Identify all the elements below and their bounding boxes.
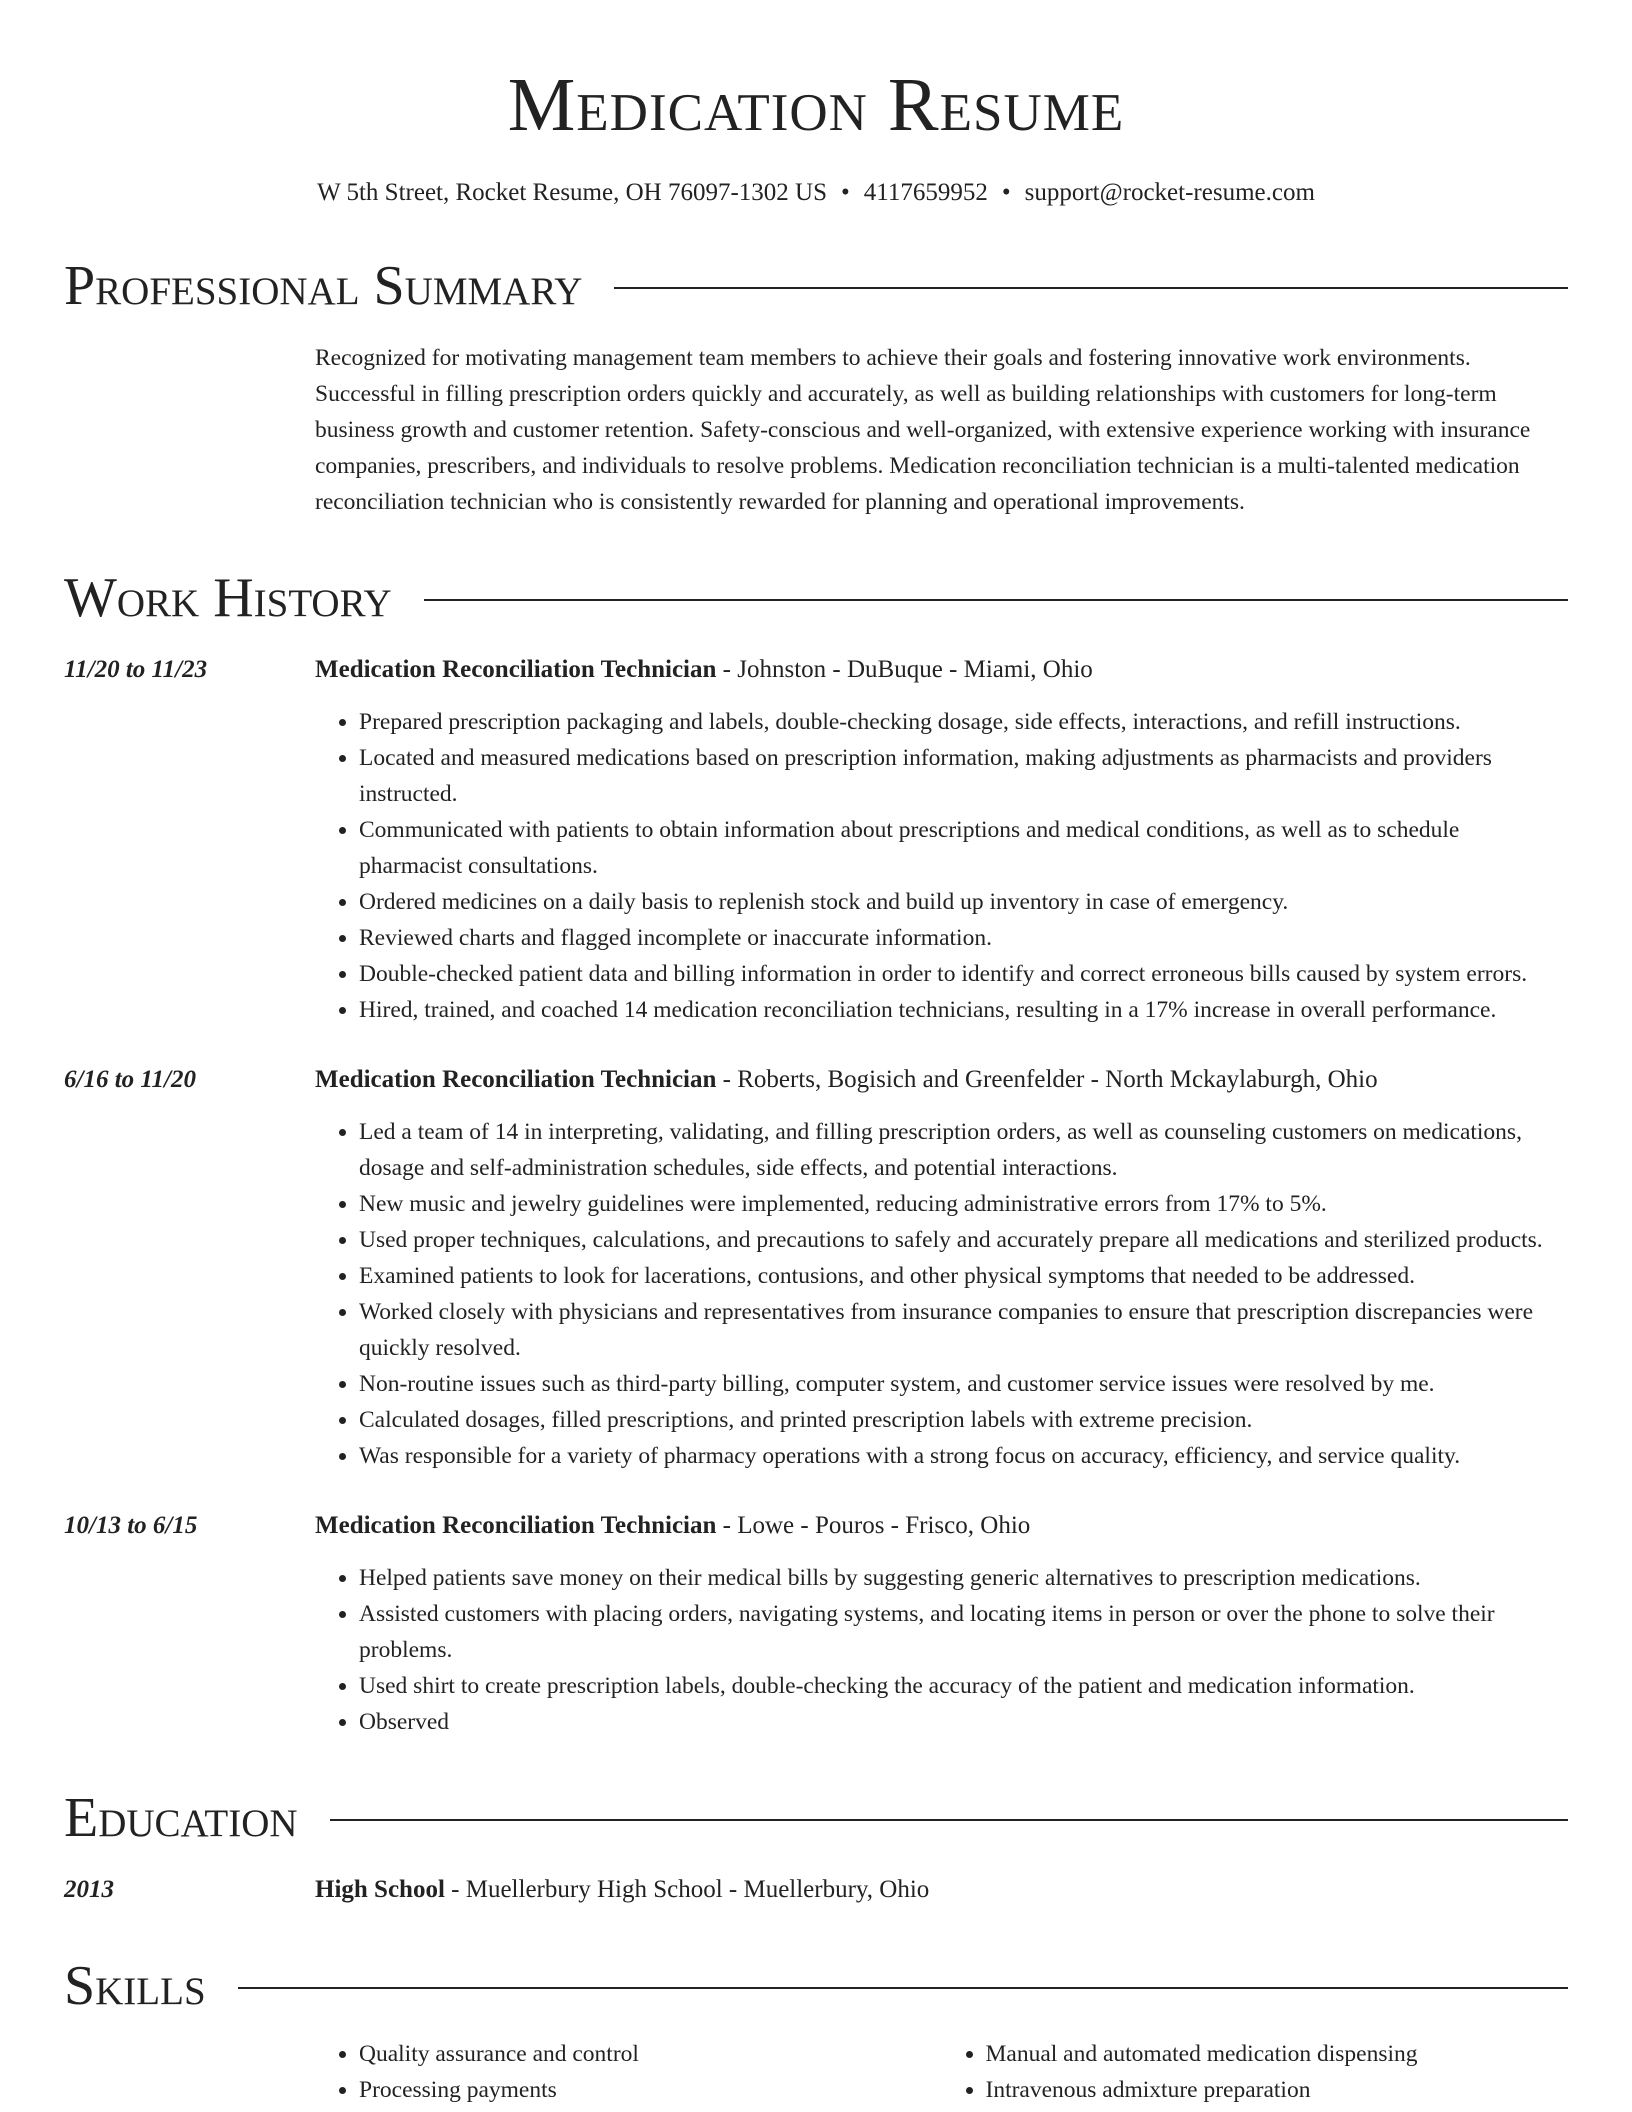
- summary-section-header: [64, 254, 1568, 318]
- section-divider: [614, 287, 1568, 289]
- job-title-line: [315, 1062, 1568, 1098]
- job-bullet: • Hired, trained, and coached 14 medication reconciliation technicians, resulting in a 17% increase in overall performance.: [359, 992, 1568, 1028]
- skills-heading: Skills: [64, 1955, 206, 2017]
- job-dates: 10/13 to 6/15: [64, 1512, 198, 1539]
- job-title: Medication Reconciliation Technician: [315, 656, 717, 683]
- skills-column-left: [315, 2036, 942, 2108]
- skills-column-right: [942, 2036, 1569, 2108]
- job-bullet: • Assisted customers with placing orders, navigating systems, and locating items in person or over the phone to solve their problems.: [359, 1596, 1568, 1668]
- resume-page: [64, 0, 1568, 2108]
- contact-phone: 4117659952: [863, 179, 988, 206]
- skill-item: • Intravenous admixture preparation: [986, 2072, 1569, 2108]
- education-entry: [64, 1872, 1568, 1908]
- job-bullet: • Double-checked patient data and billing information in order to identify and correct erroneous bills caused by system errors.: [359, 956, 1568, 992]
- contact-separator: •: [1001, 179, 1011, 206]
- job-bullet: • Observed: [359, 1704, 1568, 1740]
- job-org: - Johnston - DuBuque - Miami, Ohio: [716, 656, 1093, 683]
- summary-heading: Professional Summary: [64, 255, 583, 317]
- job-bullet: • Ordered medicines on a daily basis to replenish stock and build up inventory in case of emergency.: [359, 884, 1568, 920]
- job-org: - Lowe - Pouros - Frisco, Ohio: [716, 1512, 1031, 1539]
- job-dates: 6/16 to 11/20: [64, 1066, 196, 1093]
- job-entry: [64, 1062, 1568, 1474]
- job-dates: 11/20 to 11/23: [64, 656, 208, 683]
- job-bullet: • Used shirt to create prescription labels, double-checking the accuracy of the patient and medication information.: [359, 1668, 1568, 1704]
- resume-name: Medication Resume: [507, 63, 1125, 147]
- job-org: - Roberts, Bogisich and Greenfelder - North Mckaylaburgh, Ohio: [716, 1066, 1378, 1093]
- education-heading: Education: [64, 1787, 298, 1849]
- contact-address: W 5th Street, Rocket Resume, OH 76097-1302 US: [317, 179, 827, 206]
- job-bullet: • Worked closely with physicians and representatives from insurance companies to ensure that prescription discrepancies were quickly resolved.: [359, 1294, 1568, 1366]
- job-title: Medication Reconciliation Technician: [315, 1512, 717, 1539]
- skill-item: • Manual and automated medication dispensing: [986, 2036, 1569, 2072]
- job-bullet: • Communicated with patients to obtain information about prescriptions and medical conditions, as well as to schedule pharmacist consultations.: [359, 812, 1568, 884]
- job-bullet: • Non-routine issues such as third-party billing, computer system, and customer service issues were resolved by me.: [359, 1366, 1568, 1402]
- job-entry: [64, 1508, 1568, 1740]
- skill-item: • Quality assurance and control: [359, 2036, 942, 2072]
- job-bullet: • Was responsible for a variety of pharmacy operations with a strong focus on accuracy, efficiency, and service quality.: [359, 1438, 1568, 1474]
- job-title-line: [315, 652, 1568, 688]
- summary-text: Recognized for motivating management team members to achieve their goals and fostering innovative work environments. Successful in filling prescription orders quickly and accurately, as well as building relationships with customers for long-term business growth and customer retention. Safety-conscious and well-organized, with extensive experience working with insurance companies, prescribers, and individuals to resolve problems. Medication reconciliation technician is a multi-talented medication reconciliation technician who is consistently rewarded for planning and operational improvements.: [315, 345, 1531, 515]
- job-entry: [64, 652, 1568, 1028]
- job-bullet: • Calculated dosages, filled prescriptions, and printed prescription labels with extreme precision.: [359, 1402, 1568, 1438]
- job-bullet: • Helped patients save money on their medical bills by suggesting generic alternatives to prescription medications.: [359, 1560, 1568, 1596]
- work-heading: Work History: [64, 567, 392, 629]
- job-title-line: [315, 1508, 1568, 1544]
- section-divider: [330, 1819, 1568, 1821]
- section-divider: [424, 599, 1568, 601]
- education-line: [315, 1872, 1568, 1908]
- education-degree: High School: [315, 1876, 445, 1903]
- skills-section-header: [64, 1954, 1568, 2018]
- job-bullet: • Examined patients to look for lacerations, contusions, and other physical symptoms that needed to be addressed.: [359, 1258, 1568, 1294]
- job-bullet: • Reviewed charts and flagged incomplete or inaccurate information.: [359, 920, 1568, 956]
- job-bullets: [315, 1560, 1568, 1740]
- job-bullet: • Located and measured medications based on prescription information, making adjustments as pharmacists and providers instructed.: [359, 740, 1568, 812]
- job-bullet: • Prepared prescription packaging and labels, double-checking dosage, side effects, interactions, and refill instructions.: [359, 704, 1568, 740]
- job-bullet: • Used proper techniques, calculations, and precautions to safely and accurately prepare all medications and sterilized products.: [359, 1222, 1568, 1258]
- job-bullets: [315, 704, 1568, 1028]
- job-bullets: [315, 1114, 1568, 1474]
- job-bullet: • New music and jewelry guidelines were implemented, reducing administrative errors from 17% to 5%.: [359, 1186, 1568, 1222]
- work-section-header: [64, 566, 1568, 630]
- section-divider: [238, 1987, 1568, 1989]
- skills-list: [315, 2036, 1568, 2108]
- job-bullet: • Led a team of 14 in interpreting, validating, and filling prescription orders, as well as counseling customers on medications, dosage and self-administration schedules, side effects, and potential interactions.: [359, 1114, 1568, 1186]
- contact-line: [64, 178, 1568, 208]
- education-school: - Muellerbury High School - Muellerbury, Ohio: [444, 1876, 930, 1903]
- education-section-header: [64, 1786, 1568, 1850]
- education-year: 2013: [64, 1876, 114, 1903]
- job-title: Medication Reconciliation Technician: [315, 1066, 717, 1093]
- skill-item: • Processing payments: [359, 2072, 942, 2108]
- contact-separator: •: [841, 179, 850, 206]
- contact-email: support@rocket-resume.com: [1024, 179, 1315, 206]
